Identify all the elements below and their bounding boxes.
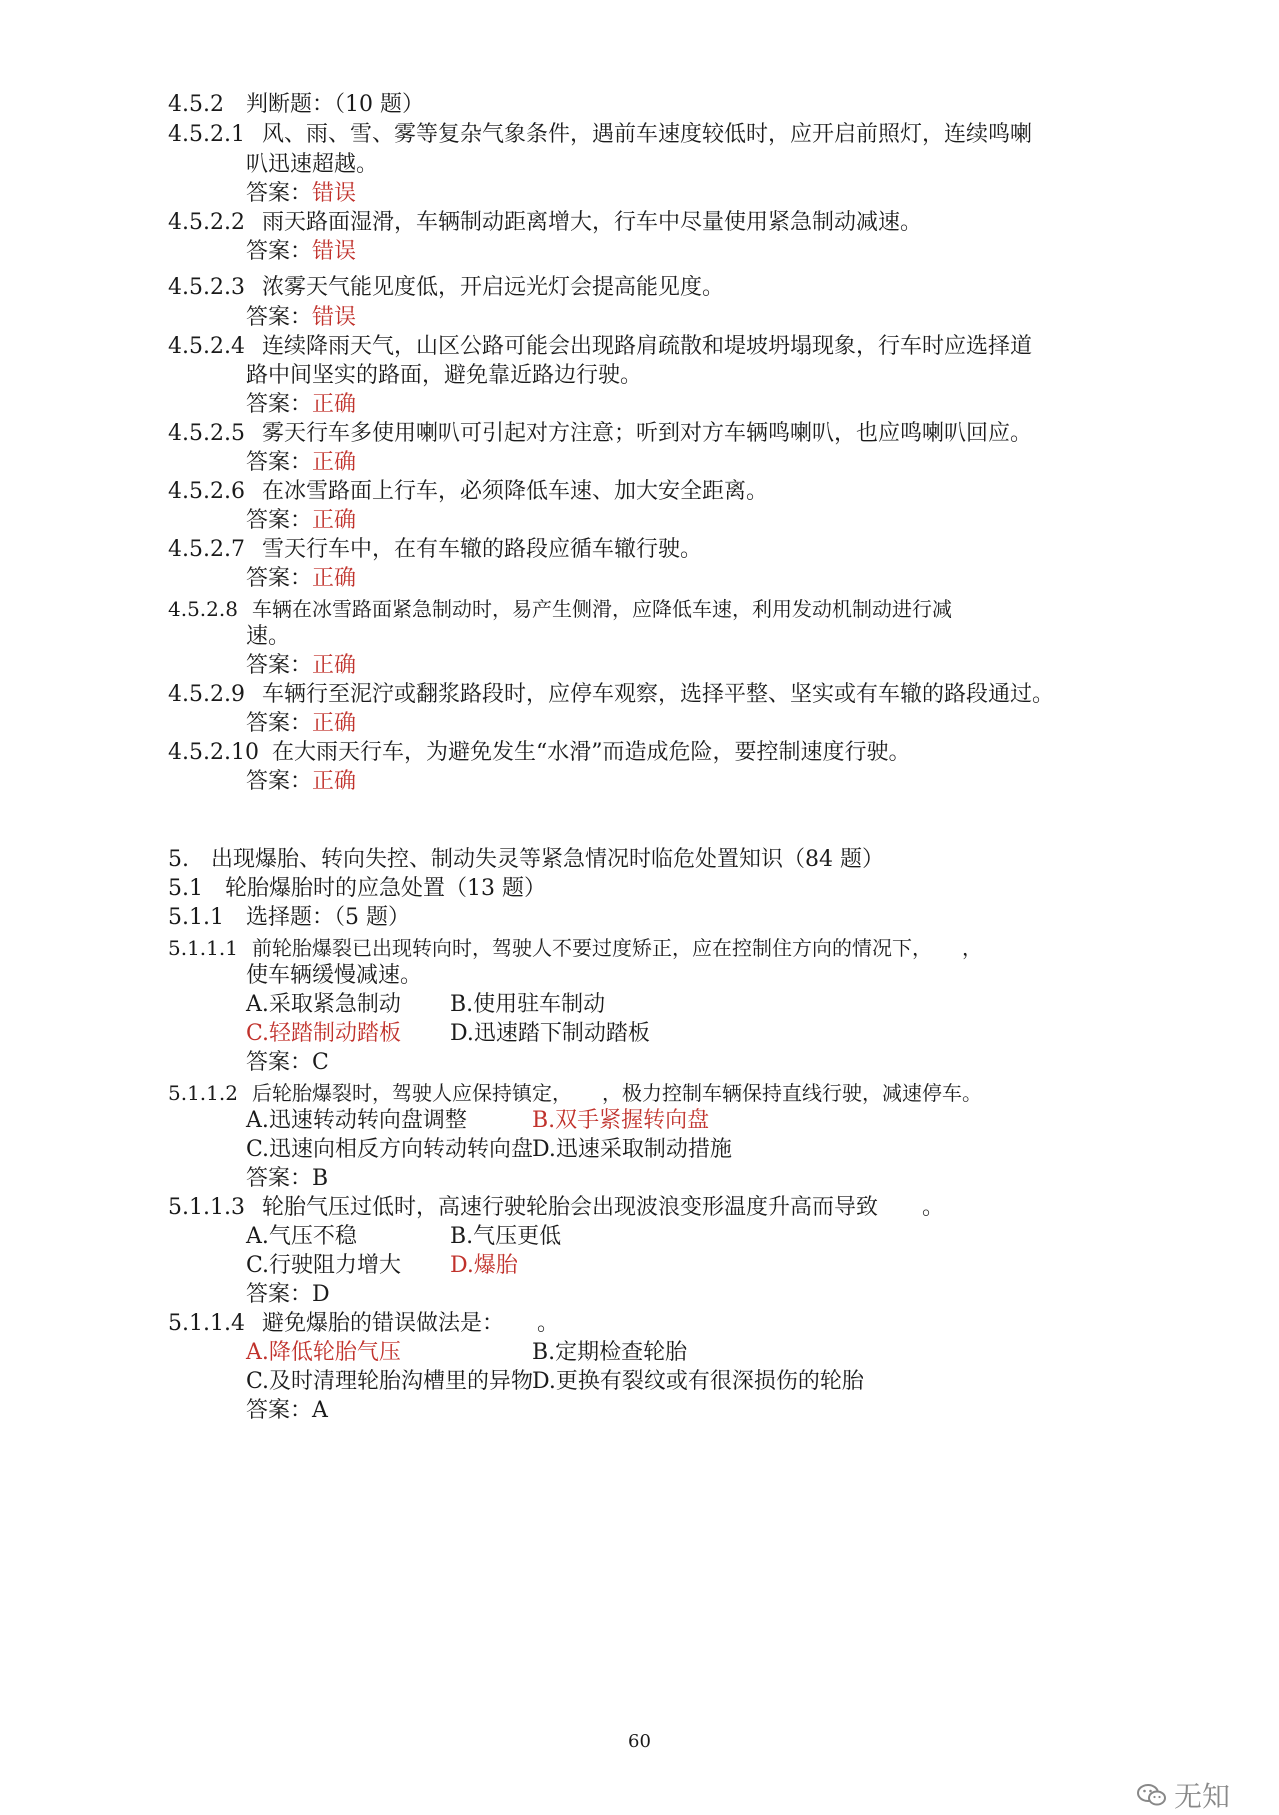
answer-value: 正确 — [312, 450, 357, 475]
option-c: C.行驶阻力增大 — [246, 1253, 402, 1278]
question-4-5-2-2 — [168, 208, 922, 238]
question-number: 4.5.2.3 — [168, 275, 245, 300]
answer-value: 正确 — [312, 392, 357, 417]
question-4-5-2-9 — [168, 680, 1054, 710]
answer-label: 答案： — [246, 653, 313, 678]
question-number: 4.5.2.2 — [168, 210, 245, 235]
answer-label: 答案： — [246, 450, 313, 475]
section-heading-5: 5. 出现爆胎、转向失控、制动失灵等紧急情况时临危处置知识（84 题） — [168, 847, 884, 872]
answer-line — [246, 303, 356, 333]
answer-label: 答案： — [246, 769, 313, 794]
question-text: 浓雾天气能见度低，开启远光灯会提高能见度。 — [262, 275, 725, 300]
option-a: A.采取紧急制动 — [246, 992, 401, 1017]
section-heading-5-1-1: 5.1.1 选择题：（5 题） — [168, 905, 410, 930]
answer-value: 错误 — [312, 305, 357, 330]
question-text: 车辆在冰雪路面紧急制动时，易产生侧滑，应降低车速，利用发动机制动进行减 — [252, 597, 952, 621]
question-5-1-1-1 — [168, 933, 982, 963]
section-heading-5-1: 5.1 轮胎爆胎时的应急处置（13 题） — [168, 876, 546, 901]
answer-line — [246, 767, 356, 797]
answer-label: 答案： — [246, 239, 313, 264]
answer-value: 正确 — [312, 508, 357, 533]
question-4-5-2-5 — [168, 419, 1032, 449]
answer-line: 答案：A — [246, 1398, 328, 1423]
answer-label: 答案： — [246, 392, 313, 417]
answer-label: 答案： — [246, 305, 313, 330]
answer-label: 答案： — [246, 711, 313, 736]
answer-value: 正确 — [312, 566, 357, 591]
answer-line — [246, 237, 356, 267]
question-number: 4.5.2.9 — [168, 682, 245, 707]
option-d: D.更换有裂纹或有很深损伤的轮胎 — [532, 1369, 864, 1394]
question-text: 风、雨、雪、雾等复杂气象条件，遇前车速度较低时，应开启前照灯，连续鸣喇 — [262, 122, 1033, 147]
answer-line: 答案：B — [246, 1166, 329, 1191]
option-b: B.使用驻车制动 — [450, 992, 606, 1017]
option-c: C.及时清理轮胎沟槽里的异物 — [246, 1369, 534, 1394]
wechat-icon — [1136, 1782, 1168, 1808]
question-number: 5.1.1.3 — [168, 1195, 245, 1220]
option-c: C.迅速向相反方向转动转向盘 — [246, 1137, 534, 1162]
answer-line — [246, 506, 356, 536]
question-text-cont: 使车辆缓慢减速。 — [246, 963, 423, 988]
question-4-5-2-1 — [168, 120, 1032, 150]
question-number: 4.5.2.6 — [168, 479, 245, 504]
answer-value: 正确 — [312, 653, 357, 678]
answer-line — [246, 448, 356, 478]
option-b: B.定期检查轮胎 — [532, 1340, 688, 1365]
option-a: A.迅速转动转向盘调整 — [246, 1108, 467, 1133]
option-d: D.迅速踏下制动踏板 — [450, 1021, 650, 1046]
question-4-5-2-4 — [168, 332, 1032, 362]
question-4-5-2-3 — [168, 273, 724, 303]
section-heading-4-5-2: 4.5.2 判断题：（10 题） — [168, 92, 424, 117]
question-number: 4.5.2.1 — [168, 122, 245, 147]
question-number: 4.5.2.4 — [168, 334, 245, 359]
question-4-5-2-7 — [168, 535, 702, 565]
question-text-cont: 速。 — [246, 624, 291, 649]
answer-value: 正确 — [312, 711, 357, 736]
answer-line — [246, 179, 356, 209]
question-text: 轮胎气压过低时，高速行驶轮胎会出现波浪变形温度升高而导致 。 — [262, 1195, 945, 1220]
option-d-correct: D.爆胎 — [450, 1253, 518, 1278]
answer-line: 答案：C — [246, 1050, 329, 1075]
question-text: 在冰雪路面上行车，必须降低车速、加大安全距离。 — [262, 479, 769, 504]
option-b-correct: B.双手紧握转向盘 — [532, 1108, 710, 1133]
question-4-5-2-10 — [168, 738, 911, 768]
question-text: 连续降雨天气，山区公路可能会出现路肩疏散和堤坡坍塌现象，行车时应选择道 — [262, 334, 1033, 359]
question-text: 避免爆胎的错误做法是： 。 — [262, 1311, 560, 1336]
question-text: 前轮胎爆裂已出现转向时，驾驶人不要过度矫正，应在控制住方向的情况下， ， — [252, 936, 982, 960]
question-5-1-1-4 — [168, 1309, 559, 1339]
answer-value: 错误 — [312, 239, 357, 264]
answer-value: 错误 — [312, 181, 357, 206]
option-d: D.迅速采取制动措施 — [532, 1137, 732, 1162]
answer-label: 答案： — [246, 181, 313, 206]
watermark-text: 无知 — [1174, 1780, 1231, 1813]
watermark — [1136, 1775, 1230, 1815]
option-a-correct: A.降低轮胎气压 — [246, 1340, 401, 1365]
answer-line — [246, 390, 356, 420]
question-text: 雪天行车中，在有车辙的路段应循车辙行驶。 — [262, 537, 703, 562]
answer-line — [246, 709, 356, 739]
answer-line — [246, 564, 356, 594]
page-number: 60 — [628, 1731, 651, 1752]
question-number: 5.1.1.2 — [168, 1081, 238, 1105]
question-text-cont: 叭迅速超越。 — [246, 152, 379, 177]
question-text: 后轮胎爆裂时，驾驶人应保持镇定， ，极力控制车辆保持直线行驶，减速停车。 — [252, 1081, 982, 1105]
question-4-5-2-6 — [168, 477, 768, 507]
question-text: 车辆行至泥泞或翻浆路段时，应停车观察，选择平整、坚实或有车辙的路段通过。 — [262, 682, 1055, 707]
answer-label: 答案： — [246, 566, 313, 591]
question-text: 在大雨天行车，为避免发生“水滑”而造成危险，要控制速度行驶。 — [272, 740, 911, 765]
question-text: 雾天行车多使用喇叭可引起对方注意；听到对方车辆鸣喇叭，也应鸣喇叭回应。 — [262, 421, 1033, 446]
question-number: 5.1.1.1 — [168, 936, 238, 960]
question-number: 5.1.1.4 — [168, 1311, 245, 1336]
question-text: 雨天路面湿滑，车辆制动距离增大，行车中尽量使用紧急制动减速。 — [262, 210, 923, 235]
question-number: 4.5.2.8 — [168, 597, 238, 621]
question-text-cont: 路中间坚实的路面，避免靠近路边行驶。 — [246, 363, 643, 388]
answer-label: 答案： — [246, 508, 313, 533]
question-5-1-1-3 — [168, 1193, 944, 1223]
question-5-1-1-2 — [168, 1078, 982, 1108]
option-a: A.气压不稳 — [246, 1224, 357, 1249]
question-number: 4.5.2.7 — [168, 537, 245, 562]
answer-value: 正确 — [312, 769, 357, 794]
option-c-correct: C.轻踏制动踏板 — [246, 1021, 402, 1046]
question-number: 4.5.2.5 — [168, 421, 245, 446]
option-b: B.气压更低 — [450, 1224, 562, 1249]
answer-line: 答案：D — [246, 1282, 330, 1307]
question-number: 4.5.2.10 — [168, 740, 259, 765]
question-4-5-2-8 — [168, 594, 952, 624]
answer-line — [246, 651, 356, 681]
